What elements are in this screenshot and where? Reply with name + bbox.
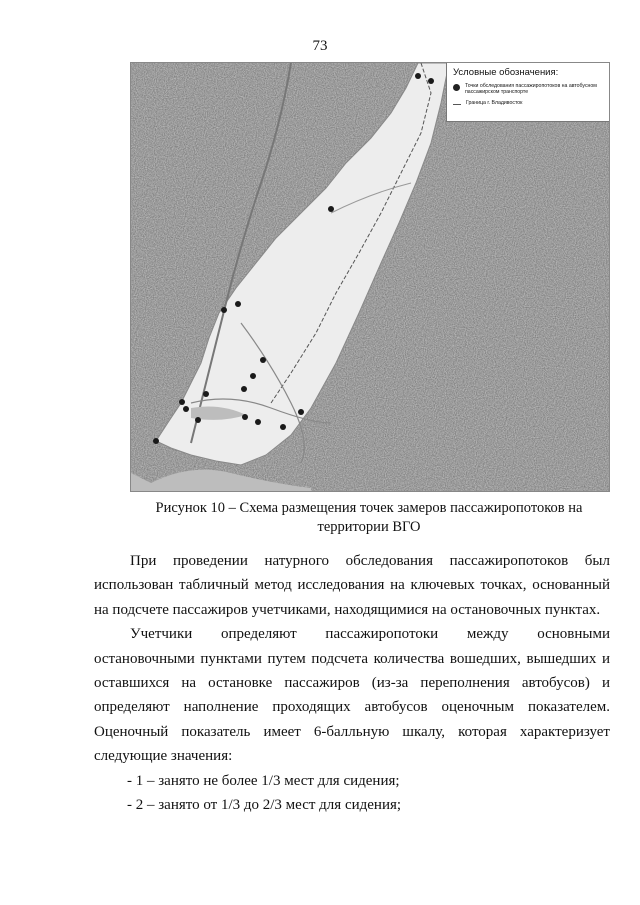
list-item: - 1 – занято не более 1/3 мест для сидения;	[127, 772, 400, 789]
legend-item-label: Граница г. Владивосток	[466, 100, 523, 106]
boundary-line-icon	[453, 104, 461, 105]
survey-point	[415, 73, 421, 79]
paragraph: При проведении натурного обследования пассажиропотоков был использован табличный метод исследования на ключевых точках, основанный на подсчете пассажиров учетчиками, находящимися на остановочных пунктах.	[94, 553, 610, 618]
survey-point	[235, 301, 241, 307]
legend-title: Условные обозначения:	[453, 67, 559, 78]
survey-point	[428, 78, 434, 84]
survey-point	[250, 373, 256, 379]
map-figure	[130, 62, 610, 492]
map-legend	[446, 63, 609, 122]
survey-point	[221, 307, 227, 313]
legend-item	[453, 100, 609, 106]
figure-caption: Рисунок 10 – Схема размещения точек замеров пассажиропотоков на территории ВГО	[155, 500, 583, 535]
survey-point	[153, 438, 159, 444]
survey-point-icon	[453, 84, 460, 91]
body-text	[94, 549, 610, 817]
survey-point	[298, 409, 304, 415]
legend-item-label: Точки обследования пассажиропотоков на автобусном пассажирском транспорте	[465, 83, 597, 95]
paragraph: Учетчики определяют пассажиропотоки между основными остановочными пунктами путем подсчета количества вошедших, вышедших и оставшихся на остановке пассажиров (из-за переполнения автобусов) и определяют наполнение проходящих автобусов оценочным показателем. Оценочный показатель имеет 6-балльную шкалу, которая характеризует следующие значения:	[94, 626, 610, 765]
survey-point	[179, 399, 185, 405]
survey-point	[241, 386, 247, 392]
survey-point	[255, 419, 261, 425]
legend-item	[453, 83, 609, 95]
page-number: 73	[312, 38, 328, 54]
map-image	[131, 63, 609, 491]
survey-point	[183, 406, 189, 412]
survey-point	[280, 424, 286, 430]
survey-point	[195, 417, 201, 423]
list-item: - 2 – занято от 1/3 до 2/3 мест для сидения;	[127, 797, 402, 814]
survey-point	[203, 391, 209, 397]
survey-point	[260, 357, 266, 363]
survey-point	[242, 414, 248, 420]
survey-point	[328, 206, 334, 212]
